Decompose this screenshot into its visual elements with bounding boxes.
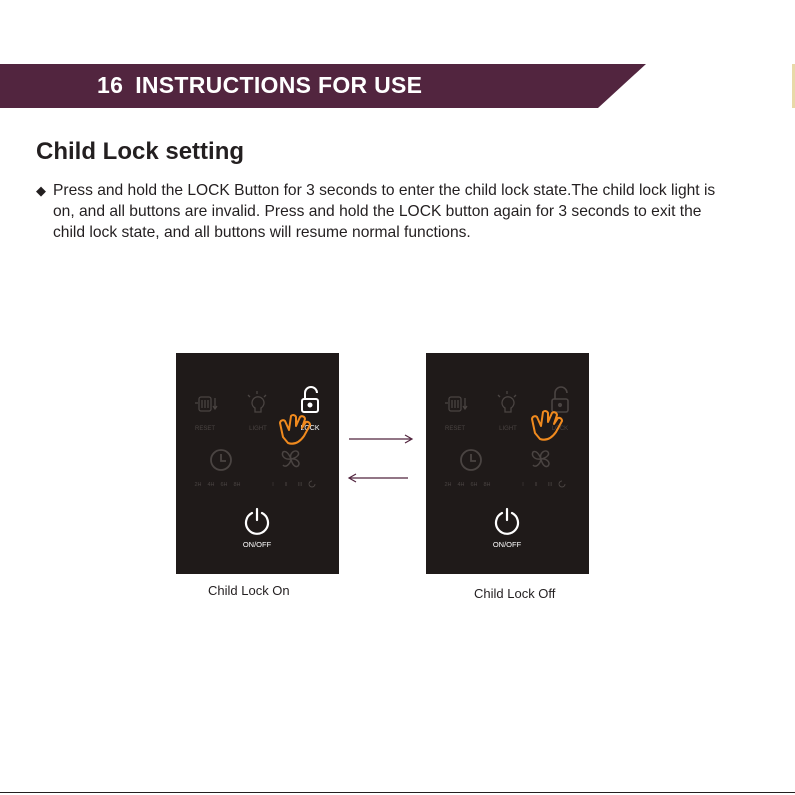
sleep-mode-icon <box>309 481 315 487</box>
control-panel-graphic <box>176 353 339 574</box>
on-off-label: ON/OFF <box>242 540 272 549</box>
control-panel-lock-off <box>426 353 589 574</box>
power-icon <box>496 509 518 534</box>
light-icon <box>248 391 266 412</box>
speed-2-label: II <box>534 482 538 488</box>
lock-label: LOCK <box>551 426 569 432</box>
section-number: 16 <box>97 72 124 98</box>
timer-6h-label: 6H <box>470 482 478 488</box>
speed-3-label: III <box>547 482 553 488</box>
page-title: Child Lock setting <box>36 138 245 165</box>
caption-lock-on: Child Lock On <box>208 583 290 598</box>
timer-2h-label: 2H <box>444 482 452 488</box>
light-icon <box>498 391 516 412</box>
reset-label: RESET <box>194 426 216 432</box>
timer-icon <box>461 450 481 470</box>
light-label: LIGHT <box>499 426 517 432</box>
timer-6h-label: 6H <box>220 482 228 488</box>
reset-label: RESET <box>444 426 466 432</box>
timer-8h-label: 8H <box>483 482 491 488</box>
lock-icon <box>302 387 318 412</box>
timer-icon <box>211 450 231 470</box>
fan-icon <box>532 451 549 467</box>
fan-icon <box>282 451 299 467</box>
speed-1-label: I <box>522 482 524 488</box>
instruction-text: Press and hold the LOCK Button for 3 seconds to enter the child lock state.The child lock light is on, and all buttons are invalid. Press and hold the LOCK button again for 3 seconds to exit the child lock state, and all buttons will resume normal functions. <box>53 182 716 241</box>
section-heading: INSTRUCTIONS FOR USE <box>135 72 423 98</box>
speed-2-label: II <box>284 482 288 488</box>
lock-label: LOCK <box>300 425 320 432</box>
timer-4h-label: 4H <box>457 482 465 488</box>
timer-8h-label: 8H <box>233 482 241 488</box>
on-off-label: ON/OFF <box>492 540 522 549</box>
control-panel-graphic <box>426 353 589 574</box>
speed-1-label: I <box>272 482 274 488</box>
state-arrows <box>346 430 416 486</box>
reset-icon <box>445 397 467 411</box>
reset-icon <box>195 397 217 411</box>
timer-4h-label: 4H <box>207 482 215 488</box>
power-icon <box>246 509 268 534</box>
control-panel-lock-on <box>176 353 339 574</box>
sleep-mode-icon <box>559 481 565 487</box>
lock-icon <box>552 387 568 412</box>
footer-rule <box>0 792 795 793</box>
light-label: LIGHT <box>249 426 267 432</box>
diamond-bullet-icon: ◆ <box>36 183 46 198</box>
timer-2h-label: 2H <box>194 482 202 488</box>
arrow-left-icon <box>349 474 408 482</box>
caption-lock-off: Child Lock Off <box>474 586 556 601</box>
header-title <box>97 72 422 99</box>
arrow-right-icon <box>349 435 412 443</box>
instruction-bullet <box>36 180 726 243</box>
speed-3-label: III <box>297 482 303 488</box>
